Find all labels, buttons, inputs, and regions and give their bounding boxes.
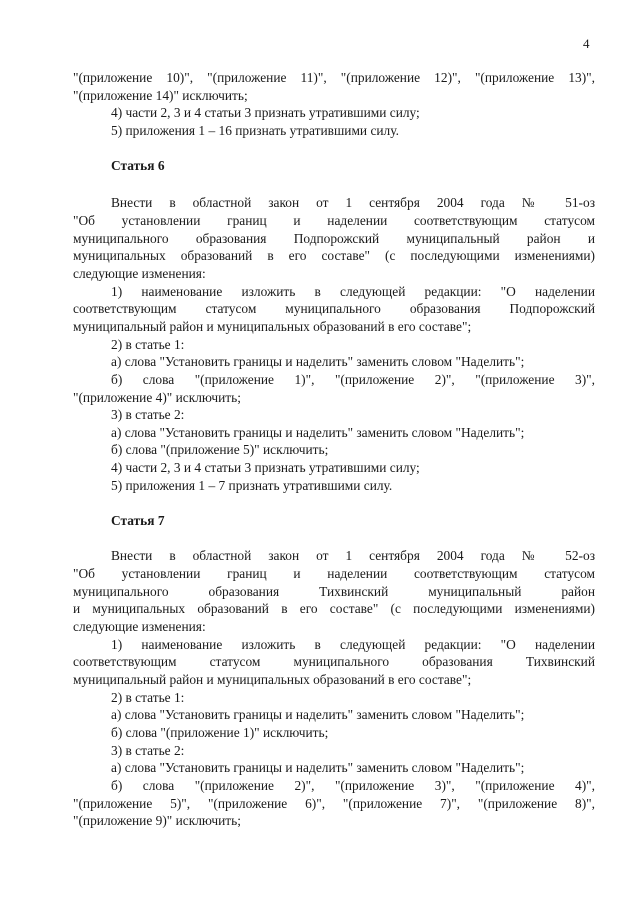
text-line: б) слова "(приложение 1)" исключить; bbox=[111, 725, 329, 740]
text-line: следующие изменения: bbox=[73, 266, 206, 281]
text-line: 4) части 2, 3 и 4 статьи 3 признать утратившими силу; bbox=[111, 460, 420, 475]
text-line: 1) наименование изложить в следующей редакции: "О наделении bbox=[111, 284, 595, 299]
text-line: "(приложение 4)" исключить; bbox=[73, 390, 241, 405]
text-line: Внести в областной закон от 1 сентября 2004 года № 51-оз bbox=[111, 195, 595, 210]
text-line: муниципальный район и муниципальных образований в его составе"; bbox=[73, 319, 472, 334]
text-line: 5) приложения 1 – 7 признать утратившими силу. bbox=[111, 478, 393, 493]
text-line: и муниципальных образований в его составе" (с последующими изменениями) bbox=[73, 601, 595, 616]
text-line: "(приложение 9)" исключить; bbox=[73, 813, 241, 828]
text-line: 5) приложения 1 – 16 признать утратившими силу. bbox=[111, 123, 399, 138]
text-line: соответствующим статусом муниципального образования Тихвинский bbox=[73, 654, 595, 669]
text-line: б) слова "(приложение 1)", "(приложение 2)", "(приложение 3)", bbox=[111, 372, 595, 387]
text-line: 1) наименование изложить в следующей редакции: "О наделении bbox=[111, 637, 595, 652]
text-line: а) слова "Установить границы и наделить" заменить словом "Наделить"; bbox=[111, 354, 525, 369]
text-line: а) слова "Установить границы и наделить" заменить словом "Наделить"; bbox=[111, 707, 525, 722]
text-line: муниципального образования Подпорожский муниципальный район и bbox=[73, 231, 595, 246]
text-line: "(приложение 10)", "(приложение 11)", "(приложение 12)", "(приложение 13)", bbox=[73, 70, 595, 85]
text-line: "Об установлении границ и наделении соответствующим статусом bbox=[73, 213, 595, 228]
text-line: 4) части 2, 3 и 4 статьи 3 признать утратившими силу; bbox=[111, 105, 420, 120]
text-line: "(приложение 5)", "(приложение 6)", "(приложение 7)", "(приложение 8)", bbox=[73, 796, 595, 811]
text-line: соответствующим статусом муниципального образования Подпорожский bbox=[73, 301, 595, 316]
text-line: 3) в статье 2: bbox=[111, 743, 185, 758]
text-line: муниципальных образований в его составе" (с последующими изменениями) bbox=[73, 248, 595, 263]
text-line: б) слова "(приложение 5)" исключить; bbox=[111, 442, 329, 457]
text-line: б) слова "(приложение 2)", "(приложение 3)", "(приложение 4)", bbox=[111, 778, 595, 793]
page-number: 4 bbox=[583, 36, 590, 51]
text-line: муниципального образования Тихвинский муниципальный район bbox=[73, 584, 595, 599]
text-line: следующие изменения: bbox=[73, 619, 206, 634]
article-heading: Статья 7 bbox=[111, 513, 165, 528]
text-line: 3) в статье 2: bbox=[111, 407, 185, 422]
article-heading: Статья 6 bbox=[111, 158, 165, 173]
text-line: муниципальный район и муниципальных образований в его составе"; bbox=[73, 672, 472, 687]
text-line: "(приложение 14)" исключить; bbox=[73, 88, 248, 103]
text-line: Внести в областной закон от 1 сентября 2004 года № 52-оз bbox=[111, 548, 595, 563]
text-line: "Об установлении границ и наделении соответствующим статусом bbox=[73, 566, 595, 581]
text-line: 2) в статье 1: bbox=[111, 690, 185, 705]
text-line: а) слова "Установить границы и наделить" заменить словом "Наделить"; bbox=[111, 425, 525, 440]
text-line: а) слова "Установить границы и наделить" заменить словом "Наделить"; bbox=[111, 760, 525, 775]
text-line: 2) в статье 1: bbox=[111, 337, 185, 352]
